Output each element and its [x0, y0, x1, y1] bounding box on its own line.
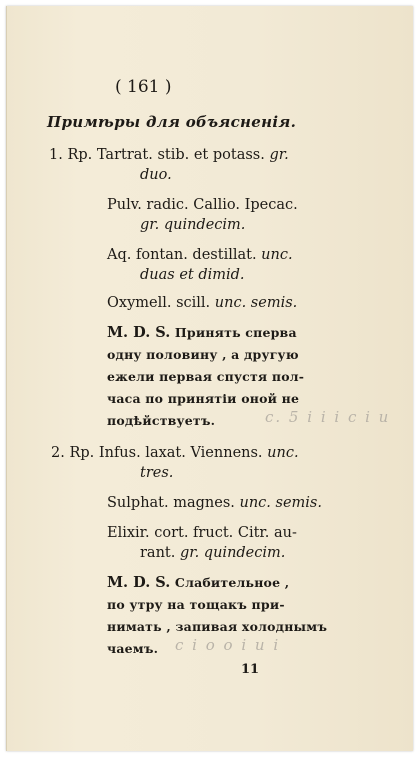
- example-1-instruction-3: ежели первая спустя пол-: [107, 369, 305, 384]
- signature-mark: 11: [241, 662, 260, 677]
- example-2-mds: M. D. S.: [107, 574, 171, 591]
- example-2-first-line: [51, 444, 299, 462]
- example-1-number: 1.: [49, 147, 63, 163]
- example-1-rp: Rp.: [67, 147, 93, 163]
- example-2-rp: Rp.: [69, 445, 95, 461]
- example-2-instruction-2: по утру на тощакъ при-: [107, 597, 285, 612]
- example-1-aq-quantity: duas et dimid.: [140, 267, 245, 283]
- section-heading: Примѣры для объясненія.: [47, 113, 297, 131]
- example-1-instruction-4: часа по принятіи оной не: [107, 391, 300, 406]
- example-2-instruction-3: нимать , запивая холоднымъ: [107, 619, 328, 634]
- example-1-tartrat: Tartrat. stib. et potass.: [96, 147, 265, 163]
- example-1-instruction-1: Принять сперва: [174, 325, 297, 340]
- example-1-duo: duo.: [140, 167, 172, 183]
- example-2-infus: Infus. laxat. Viennens.: [98, 445, 263, 461]
- example-1-instruction-5: подѣйствуетъ.: [107, 413, 216, 428]
- book-page: [6, 6, 413, 751]
- example-1-oxymell: [107, 294, 297, 312]
- example-1-instruction-2: одну половину , а другую: [107, 347, 299, 362]
- example-2-elixir-quantity: gr. quindecim.: [179, 545, 286, 561]
- example-1-pulv: Pulv. radic. Callio. Ipecac.: [107, 197, 298, 213]
- example-2-sulphat-text: Sulphat. magnes.: [107, 495, 235, 511]
- example-2-tres: tres.: [140, 465, 174, 481]
- example-1-aq-text: Aq. fontan. destillat.: [107, 247, 257, 263]
- example-2-elixir: Elixir. cort. fruct. Citr. au-: [107, 525, 297, 541]
- page-number-header: ( 161 ): [115, 77, 172, 97]
- example-1-instruction-line-1: [107, 324, 297, 342]
- example-2-sulphat: [107, 494, 322, 512]
- example-2-infus-unc: unc.: [267, 445, 299, 461]
- pencil-annotation-2: c i o o i u i: [175, 636, 281, 654]
- example-2-rant: rant.: [140, 545, 176, 561]
- example-2-sulphat-quantity: unc. semis.: [239, 495, 322, 511]
- example-1-pulv-quantity: gr. quindecim.: [140, 217, 246, 233]
- example-2-number: 2.: [51, 445, 65, 461]
- example-1-aq-unc: unc.: [261, 247, 293, 263]
- example-1-first-line: [49, 146, 289, 164]
- example-1-oxymell-text: Oxymell. scill.: [107, 295, 211, 311]
- pencil-annotation-1: c. 5 i i i c i u: [265, 408, 391, 426]
- example-1-oxymell-quantity: unc. semis.: [214, 295, 298, 311]
- example-2-instruction-line-1: [107, 574, 289, 592]
- example-1-mds: M. D. S.: [107, 324, 171, 341]
- example-1-aq: [107, 246, 293, 264]
- example-2-instruction-1: Слабительное ,: [174, 575, 290, 590]
- example-2-elixir-cont: [140, 544, 285, 562]
- example-2-instruction-4: чаемъ.: [107, 641, 159, 656]
- example-1-gr: gr.: [269, 147, 289, 163]
